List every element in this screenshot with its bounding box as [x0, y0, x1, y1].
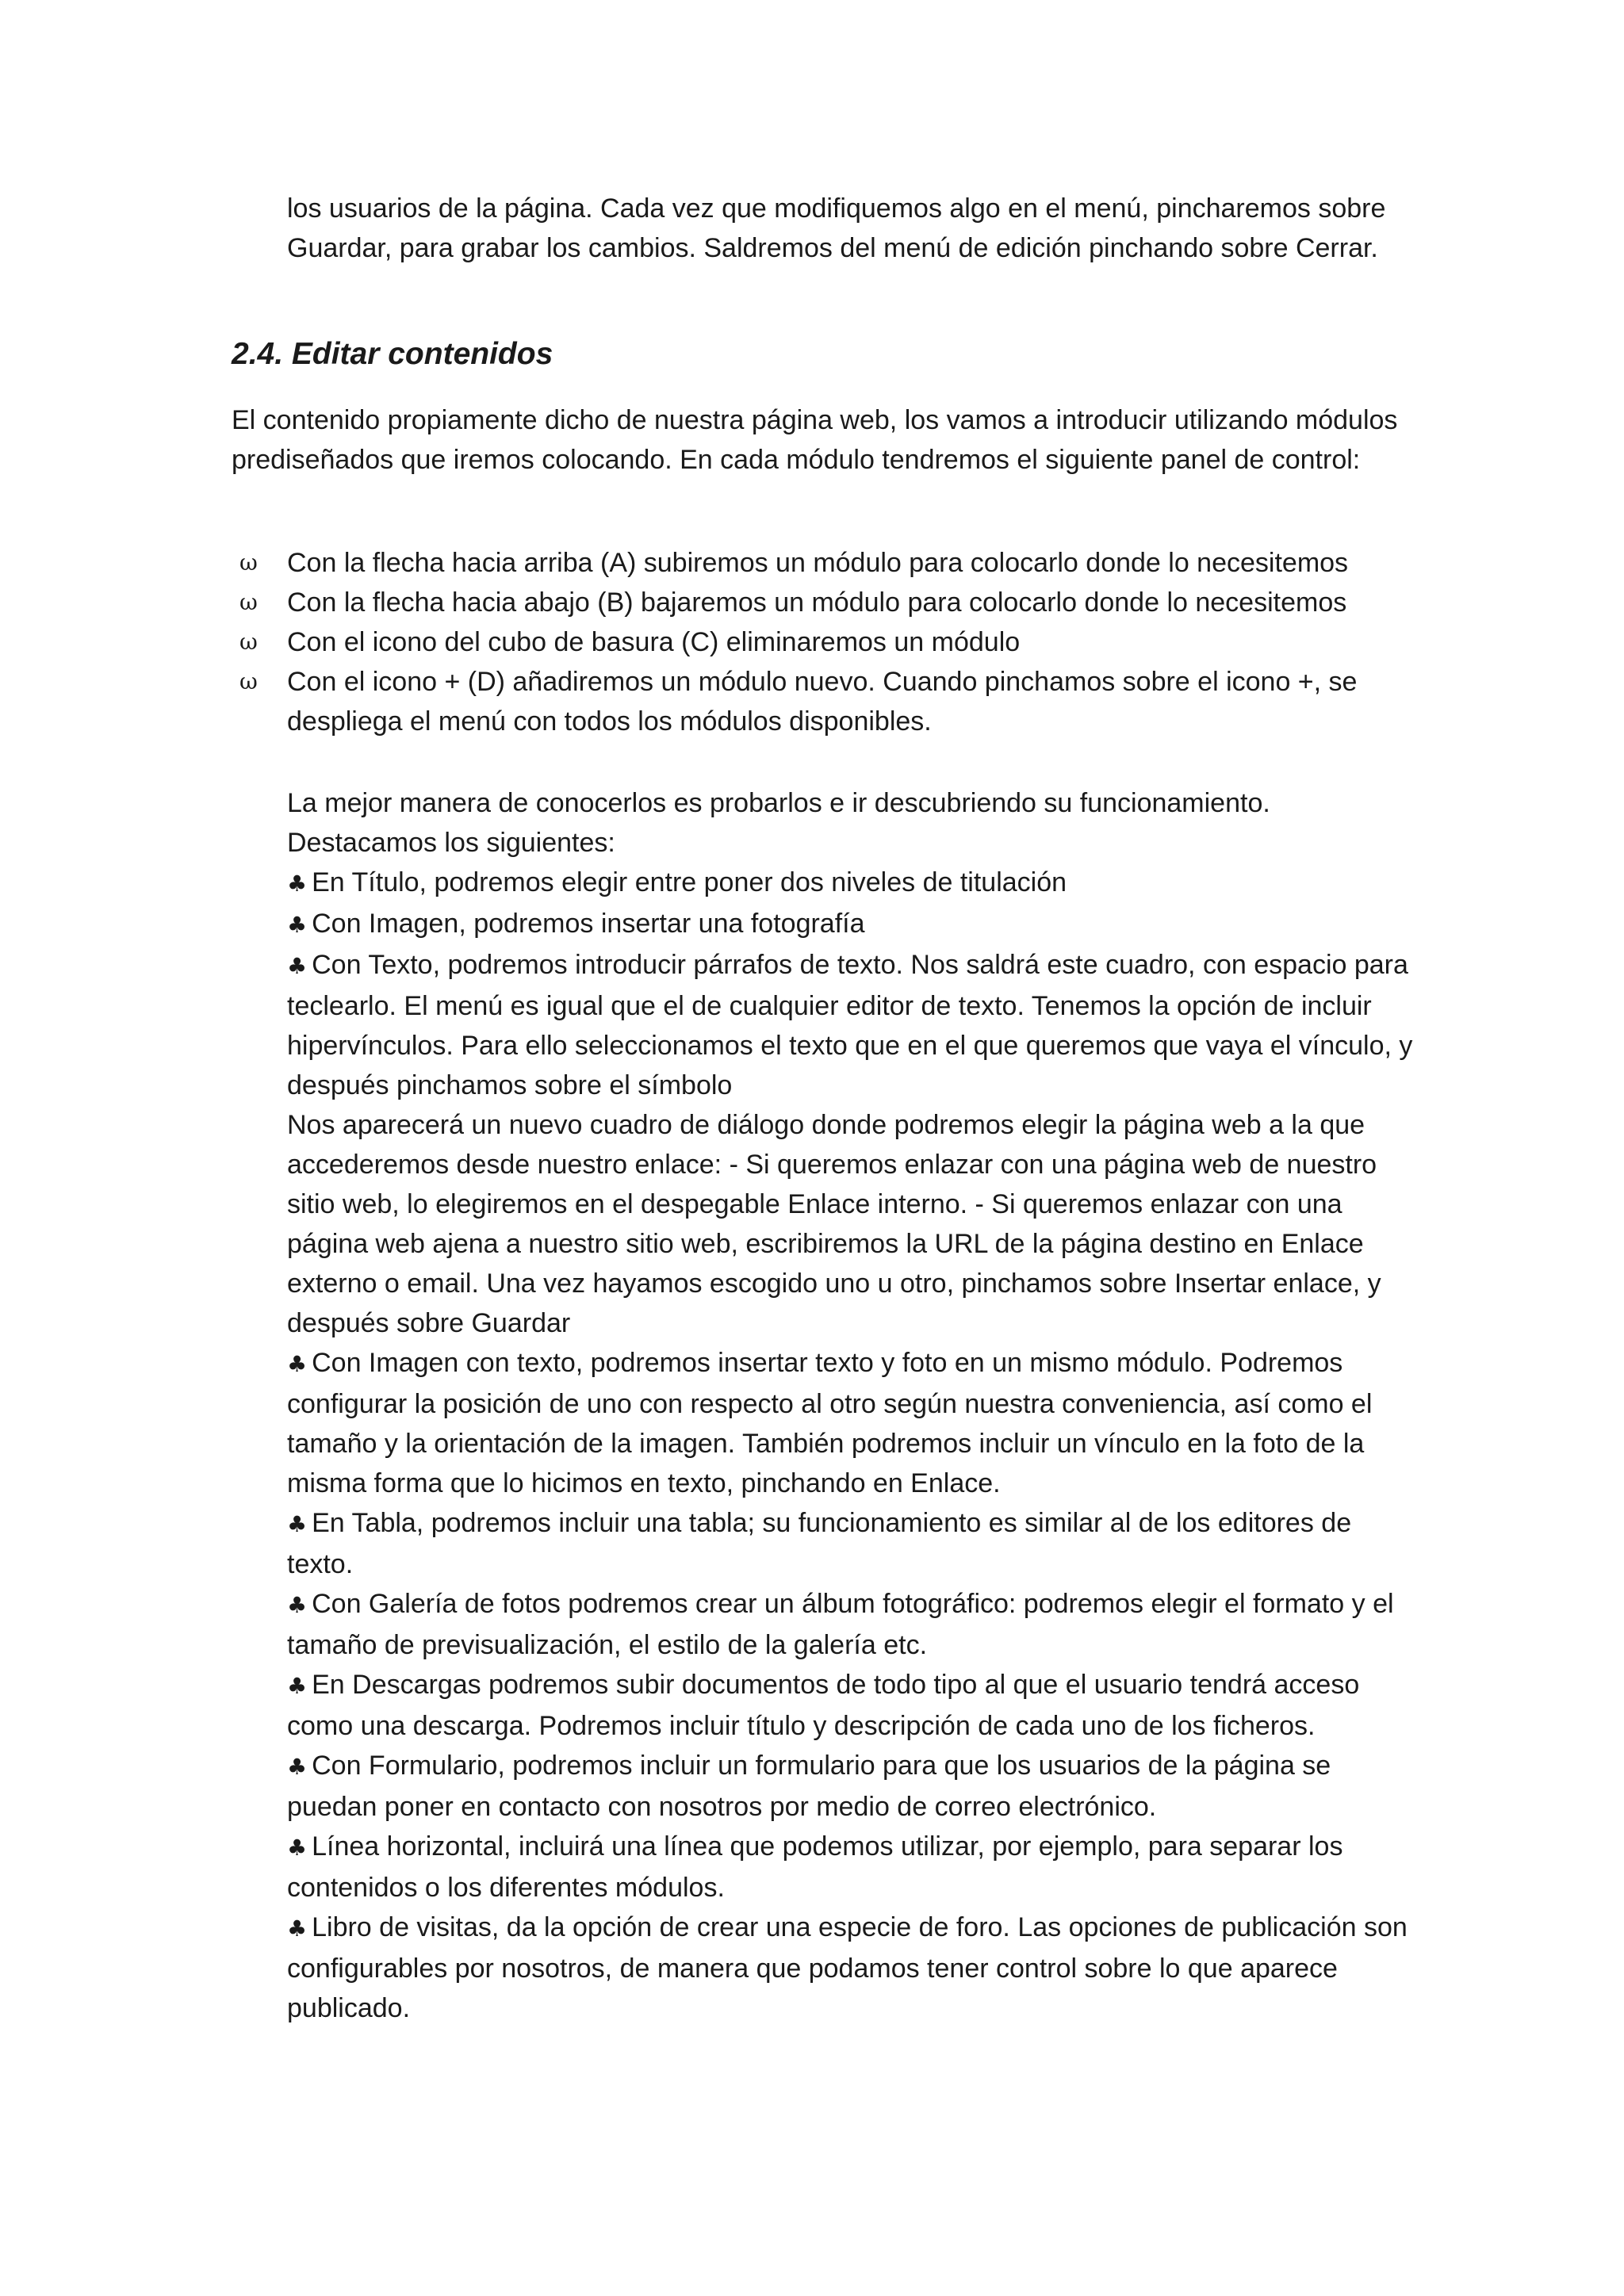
intro-paragraph: El contenido propiamente dicho de nuestra página web, los vamos a introducir utilizando módulos prediseñados que iremos colocando. En cada módulo tendremos el siguiente panel de control: [232, 405, 1398, 475]
module-item-formulario [287, 1746, 1413, 1827]
module-text: En Título, podremos elegir entre poner dos niveles de titulación [312, 867, 1067, 897]
list-item-text: Con el icono + (D) añadiremos un módulo nuevo. Cuando pinchamos sobre el icono +, se despliega el menú con todos los módulos disponibles. [287, 667, 1358, 737]
club-icon: ♣ [287, 1673, 308, 1699]
module-text: Con Imagen, podremos insertar una fotografía [312, 909, 865, 939]
modules-section [287, 783, 1413, 2028]
list-item [232, 622, 1421, 662]
modules-intro: La mejor manera de conocerlos es probarlos e ir descubriendo su funcionamiento. Destacamos los siguientes: [287, 788, 1270, 858]
omega-bullet-icon: ω [239, 629, 258, 655]
module-texto-continuation: Nos aparecerá un nuevo cuadro de diálogo donde podremos elegir la página web a la que accederemos desde nuestro enlace: - Si queremos enlazar con una página web de nuestro sitio web, lo elegiremos en el despegable Enlace interno. - Si queremos enlazar con una página web ajena a nuestro sitio web, escribiremos la URL de la página destino en Enlace externo o email. Una vez hayamos escogido uno u otro, pinchamos sobre Insertar enlace, y después sobre Guardar [287, 1110, 1381, 1338]
module-text: Con Formulario, podremos incluir un formulario para que los usuarios de la página se puedan poner en contacto con nosotros por medio de correo electrónico. [287, 1751, 1331, 1822]
module-item-titulo [287, 863, 1413, 904]
list-item-text: Con el icono del cubo de basura (C) eliminaremos un módulo [287, 627, 1021, 657]
list-item [232, 583, 1421, 622]
club-icon: ♣ [287, 871, 308, 897]
club-icon: ♣ [287, 1592, 308, 1618]
list-item-text: Con la flecha hacia abajo (B) bajaremos un módulo para colocarlo donde lo necesitemos [287, 587, 1347, 618]
top-paragraph: los usuarios de la página. Cada vez que modifiquemos algo en el menú, pincharemos sobre Guardar, para grabar los cambios. Saldremos del menú de edición pinchando sobre Cerrar. [287, 193, 1386, 263]
module-item-libro [287, 1908, 1413, 2028]
club-icon: ♣ [287, 1915, 308, 1942]
module-text: En Tabla, podremos incluir una tabla; su funcionamiento es similar al de los editores de texto. [287, 1508, 1352, 1579]
module-text: Línea horizontal, incluirá una línea que podemos utilizar, por ejemplo, para separar los contenidos o los diferentes módulos. [287, 1831, 1343, 1903]
list-item [232, 662, 1421, 741]
list-item-text: Con la flecha hacia arriba (A) subiremos un módulo para colocarlo donde lo necesitemos [287, 548, 1349, 578]
club-icon: ♣ [287, 1754, 308, 1780]
module-item-linea [287, 1827, 1413, 1908]
club-icon: ♣ [287, 1511, 308, 1537]
module-text: Libro de visitas, da la opción de crear una especie de foro. Las opciones de publicación son configurables por nosotros, de manera que podamos tener control sobre lo que aparece publicado. [287, 1912, 1408, 2023]
module-item-imagen [287, 904, 1413, 945]
omega-bullet-icon: ω [239, 589, 258, 615]
module-item-descargas [287, 1665, 1413, 1746]
omega-bullet-icon: ω [239, 549, 258, 576]
omega-bullet-icon: ω [239, 668, 258, 695]
section-heading: 2.4. Editar contenidos [232, 337, 553, 371]
module-item-texto [287, 945, 1413, 1105]
module-text: Con Imagen con texto, podremos insertar texto y foto en un mismo módulo. Podremos configurar la posición de uno con respecto al otro según nuestra conveniencia, así como el tamaño y la orientación de la imagen. También podremos incluir un vínculo en la foto de la misma forma que lo hicimos en texto, pinchando en Enlace. [287, 1348, 1373, 1498]
club-icon: ♣ [287, 1835, 308, 1861]
club-icon: ♣ [287, 912, 308, 938]
module-text: En Descargas podremos subir documentos de todo tipo al que el usuario tendrá acceso como una descarga. Podremos incluir título y descripción de cada uno de los ficheros. [287, 1670, 1360, 1741]
module-item-imagen-texto [287, 1343, 1413, 1503]
list-item [232, 543, 1421, 583]
club-icon: ♣ [287, 1351, 308, 1377]
module-text: Con Texto, podremos introducir párrafos de texto. Nos saldrá este cuadro, con espacio para teclearlo. El menú es igual que el de cualquier editor de texto. Tenemos la opción de incluir hipervínculos. Para ello seleccionamos el texto que en el que queremos que vaya el vínculo, y después pinchamos sobre el símbolo [287, 950, 1413, 1100]
module-item-galeria [287, 1584, 1413, 1665]
club-icon: ♣ [287, 953, 308, 979]
module-text: Con Galería de fotos podremos crear un álbum fotográfico: podremos elegir el formato y el tamaño de previsualización, el estilo de la galería etc. [287, 1589, 1394, 1660]
control-panel-list [232, 543, 1421, 741]
module-item-tabla [287, 1503, 1413, 1584]
